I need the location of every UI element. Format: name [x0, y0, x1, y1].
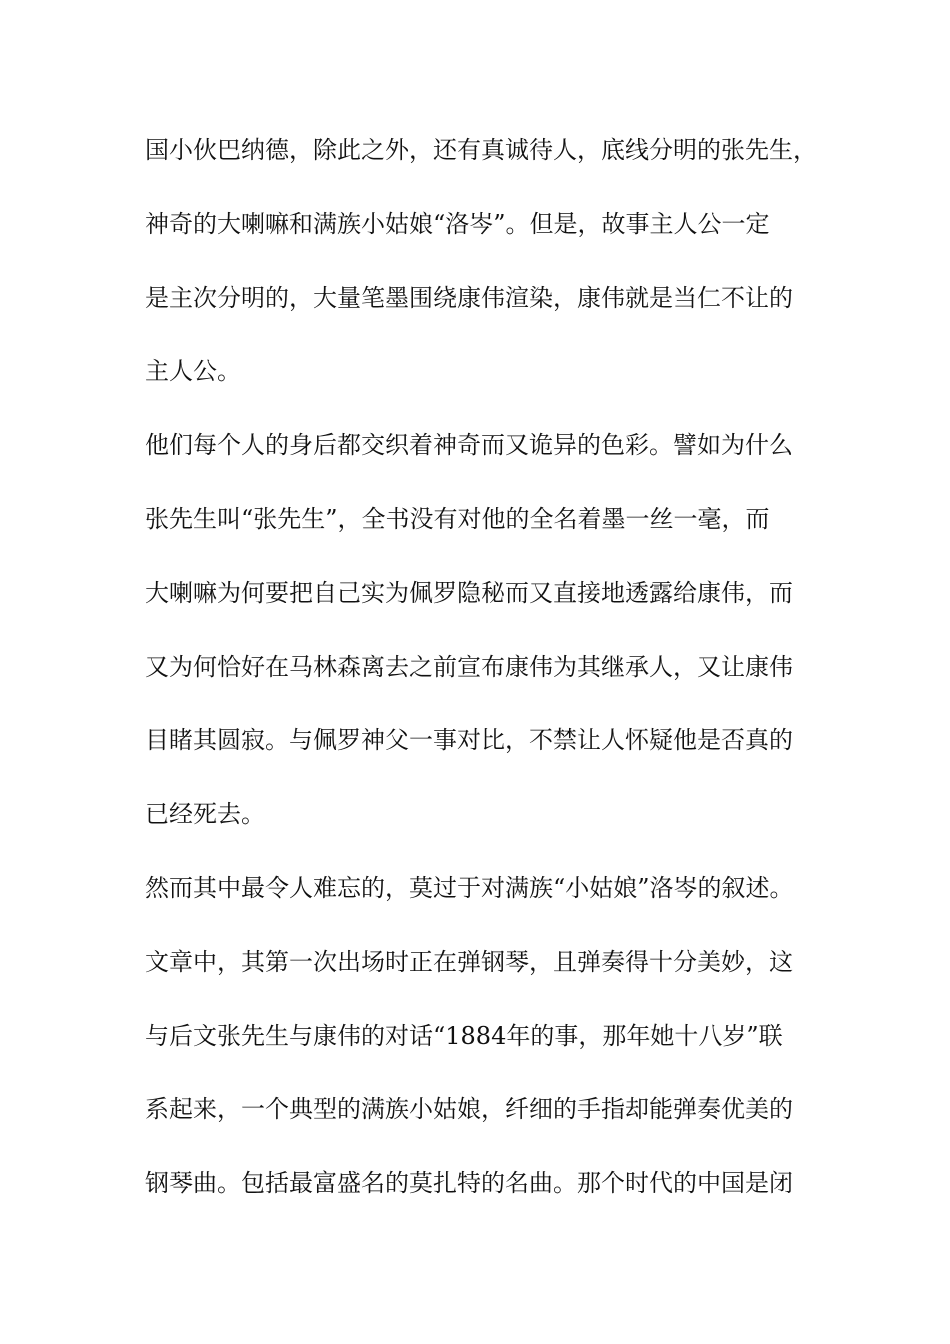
text-line: 国小伙巴纳德，除此之外，还有真诚待人，底线分明的张先生，: [145, 136, 817, 164]
text-line: 文章中，其第一次出场时正在弹钢琴，且弹奏得十分美妙，这: [145, 947, 793, 976]
text-line: 又为何恰好在马林森离去之前宣布康伟为其继承人，又让康伟: [145, 652, 793, 681]
text-line: 他们每个人的身后都交织着神奇而又诡异的色彩。譬如为什么: [145, 431, 793, 460]
text-line: 已经死去。: [145, 800, 265, 829]
text-line: 大喇嘛为何要把自己实为佩罗隐秘而又直接地透露给康伟，而: [145, 578, 793, 607]
text-line: 张先生叫“张先生”，全书没有对他的全名着墨一丝一毫，而: [145, 504, 770, 533]
text-line: 目睹其圆寂。与佩罗神父一事对比，不禁让人怀疑他是否真的: [145, 726, 793, 755]
body-text: [145, 128, 845, 1235]
text-line: 神奇的大喇嘛和满族小姑娘“洛岑”。但是，故事主人公一定: [145, 209, 770, 238]
text-line: 然而其中最令人难忘的，莫过于对满族“小姑娘”洛岑的叙述。: [145, 873, 794, 902]
text-line: 与后文张先生与康伟的对话“1884年的事，那年她十八岁”联: [145, 1021, 783, 1050]
text-line: 是主次分明的，大量笔墨围绕康伟渲染，康伟就是当仁不让的: [145, 283, 793, 312]
text-line: 系起来，一个典型的满族小姑娘，纤细的手指却能弹奏优美的: [145, 1095, 793, 1124]
text-line: 钢琴曲。包括最富盛名的莫扎特的名曲。那个时代的中国是闭: [145, 1169, 793, 1198]
text-line: 主人公。: [145, 357, 241, 386]
